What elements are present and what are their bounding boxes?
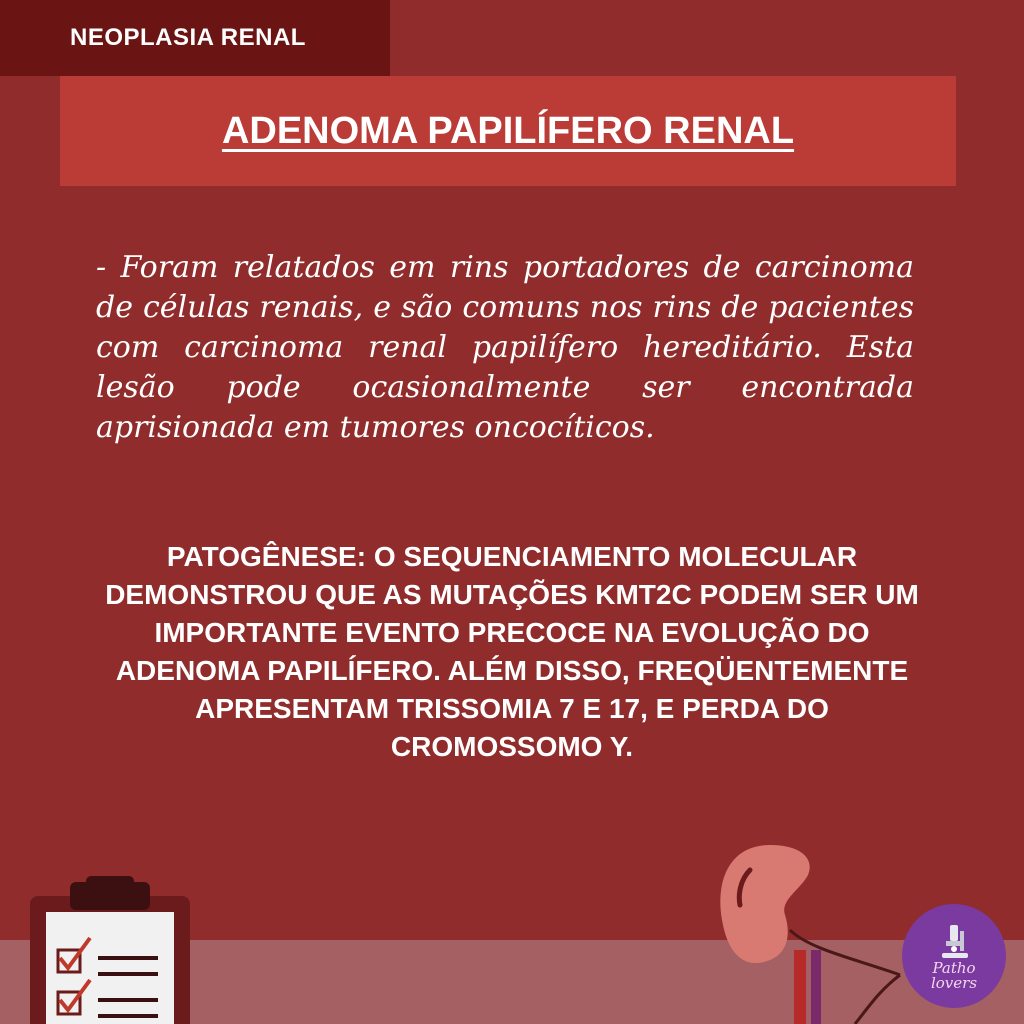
pathogenesis-paragraph: PATOGÊNESE: O SEQUENCIAMENTO MOLECULAR DEMONSTROU QUE AS MUTAÇÕES KMT2C PODEM SER UM IMPORTANTE EVENTO PRECOCE NA EVOLUÇÃO DO ADENOMA PAPILÍFERO. ALÉM DISSO, FREQÜENTEMENTE APRESENTAM TRISSOMIA 7 E 17, E PERDA DO CROMOSSOMO Y. [105, 541, 919, 762]
logo-text-line2: lovers [930, 974, 978, 992]
header-tag [0, 0, 390, 76]
page-title: ADENOMA PAPILÍFERO RENAL [221, 109, 795, 152]
title-banner [60, 76, 956, 186]
logo-text-line1: Patho [932, 959, 976, 977]
header-tag-label: NEOPLASIA RENAL [70, 24, 306, 51]
brand-logo [902, 904, 1006, 1008]
floor-band [0, 940, 1024, 1024]
description-paragraph: - Foram relatados em rins portadores de carcinoma de células renais, e são comuns nos rins de pacientes com carcinoma renal papilífero hereditário. Esta lesão pode ocasionalmente ser encontrada aprisionada em tumores oncocíticos. [96, 250, 914, 445]
microscope-icon [934, 921, 974, 961]
